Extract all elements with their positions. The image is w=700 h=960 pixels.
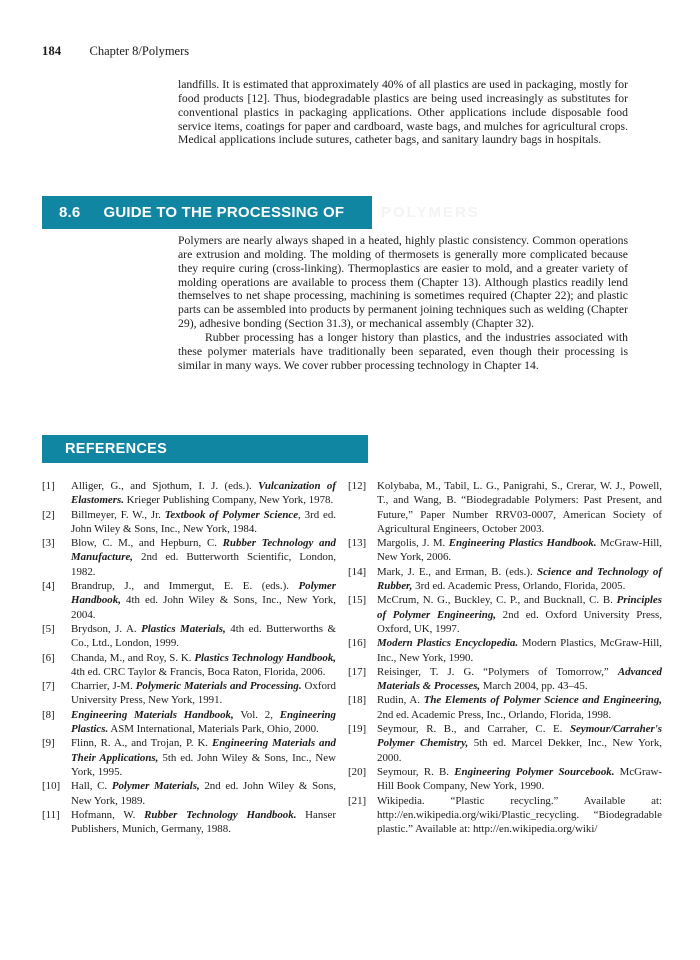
reference-number: [17] [348, 665, 367, 678]
reference-item [348, 593, 662, 636]
reference-number: [16] [348, 637, 367, 650]
section-number: 8.6 [59, 204, 81, 221]
reference-item [348, 693, 662, 722]
chapter-title: Chapter 8/Polymers [89, 44, 190, 58]
reference-text: Seymour, R. B. Engineering Polymer Sourcebook. McGraw-Hill Book Company, New York, 1990. [377, 765, 662, 793]
reference-text: Blow, C. M., and Hepburn, C. Rubber Technology and Manufacture, 2nd ed. Butterworth Scientific, London, 1982. [71, 537, 336, 578]
intro-paragraph: landfills. It is estimated that approximately 40% of all plastics are used in packaging, mostly for food products [12]. Thus, biodegradable plastics are being used increasingly as substitutes for conventional plastics in packaging applications. Other applications include disposable food service items, coatings for paper and cardboard, waste bags, and mulches for agricultural crops. Medical applications include sutures, catheter bags, and sanitary laundry bags in hospitals. [178, 78, 628, 147]
reference-number: [18] [348, 694, 367, 707]
reference-item [42, 508, 336, 537]
reference-number: [1] [42, 480, 55, 492]
reference-number: [14] [348, 565, 367, 578]
reference-number: [20] [348, 765, 367, 778]
reference-text: McCrum, N. G., Buckley, C. P., and Bucknall, C. B. Principles of Polymer Engineering, 2nd ed. Oxford University Press, Oxford, UK, 1997. [377, 594, 662, 635]
references-heading-band [42, 435, 368, 463]
reference-item [42, 808, 336, 837]
reference-text: Modern Plastics Encyclopedia. Modern Plastics, McGraw-Hill, Inc., New York, 1990. [377, 637, 662, 664]
body-paragraph: Rubber processing has a longer history than plastics, and the industries associated with these polymer materials have traditionally been separated, even though their processing is similar in many ways. We cover rubber processing technology in Chapter 14. [178, 330, 628, 372]
reference-text: Hofmann, W. Rubber Technology Handbook. Hanser Publishers, Munich, Germany, 1988. [71, 808, 336, 836]
reference-text: Margolis, J. M. Engineering Plastics Handbook. McGraw-Hill, New York, 2006. [377, 537, 662, 564]
reference-number: [21] [348, 794, 367, 807]
reference-item [42, 651, 336, 680]
reference-item [348, 765, 662, 794]
reference-item [42, 536, 336, 579]
reference-item [42, 736, 336, 779]
reference-text: Kolybaba, M., Tabil, L. G., Panigrahi, S., Crerar, W. J., Powell, T., and Wang, B. “Biodegradable Polymers: Past Present, and Future,” Paper Number RRV03-0007, American Society of Agricultural Engineers, October 2003. [377, 480, 662, 535]
reference-number: [19] [348, 723, 367, 736]
reference-text: Charrier, J-M. Polymeric Materials and Processing. Oxford University Press, New York, 1991. [71, 680, 336, 707]
reference-item [42, 622, 336, 651]
reference-number: [6] [42, 651, 55, 664]
reference-text: Chanda, M., and Roy, S. K. Plastics Technology Handbook, 4th ed. CRC Taylor & Francis, Boca Raton, Florida, 2006. [71, 651, 337, 678]
reference-number: [9] [42, 737, 55, 750]
reference-item [348, 665, 662, 694]
references-column-right [348, 479, 662, 836]
reference-number: [5] [42, 622, 55, 635]
reference-text: Billmeyer, F. W., Jr. Textbook of Polymer Science, 3rd ed. John Wiley & Sons, Inc., New York, 1984. [71, 508, 337, 535]
reference-number: [12] [348, 480, 367, 492]
reference-number: [10] [42, 780, 61, 793]
section-title: GUIDE TO THE PROCESSING OF [103, 204, 345, 221]
reference-text: Brydson, J. A. Plastics Materials, 4th ed. Butterworths & Co., Ltd., London, 1999. [71, 622, 336, 650]
section-title-ghost: POLYMERS [381, 204, 480, 221]
reference-number: [3] [42, 537, 55, 550]
reference-number: [8] [42, 708, 55, 721]
reference-item [348, 536, 662, 565]
reference-item [42, 579, 336, 622]
reference-text: Mark, J. E., and Erman, B. (eds.). Science and Technology of Rubber, 3rd ed. Academic Press, Orlando, Florida, 2005. [377, 565, 663, 593]
page-number: 184 [42, 44, 62, 58]
reference-text: Hall, C. Polymer Materials, 2nd ed. John Wiley & Sons, New York, 1989. [71, 780, 336, 807]
section-heading-row [42, 196, 480, 229]
running-header [42, 44, 189, 59]
reference-number: [13] [348, 537, 367, 550]
body-paragraph: Polymers are nearly always shaped in a heated, highly plastic consistency. Common operations are extrusion and molding. The molding of thermosets is generally more complicated because they require curing (cross-linking). Thermoplastics are easier to mold, and a greater variety of molding operations are available to process them (Chapter 13). Although plastics readily lend themselves to net shape processing, machining is sometimes required (Chapter 22); and plastic parts can be assembled into products by permanent joining techniques such as welding (Chapter 29), adhesive bonding (Section 31.3), or mechanical assembly (Chapter 32). [178, 234, 628, 331]
reference-text: Wikipedia. “Plastic recycling.” Available at: http://en.wikipedia.org/wiki/Plastic_recycling. “Biodegradable plastic.” Available at: http://en.wikipedia.org/wiki/ [377, 794, 662, 836]
reference-item [42, 679, 336, 708]
reference-item [348, 479, 662, 536]
reference-number: [4] [42, 580, 55, 593]
reference-text: Alliger, G., and Sjothum, I. J. (eds.). Vulcanization of Elastomers. Krieger Publishing Company, New York, 1978. [71, 480, 336, 507]
references-list [42, 479, 662, 836]
reference-text: Brandrup, J., and Immergut, E. E. (eds.). Polymer Handbook, 4th ed. John Wiley & Sons, Inc., New York, 2004. [71, 580, 336, 621]
reference-item [348, 636, 662, 665]
reference-number: [2] [42, 508, 55, 521]
reference-item [42, 708, 336, 737]
reference-text: Rudin, A. The Elements of Polymer Science and Engineering, 2nd ed. Academic Press, Inc., Orlando, Florida, 1998. [377, 694, 662, 721]
reference-number: [15] [348, 594, 367, 607]
reference-text: Flinn, R. A., and Trojan, P. K. Engineering Materials and Their Applications, 5th ed. John Wiley & Sons, Inc., New York, 1995. [71, 737, 336, 778]
reference-text: Engineering Materials Handbook, Vol. 2, Engineering Plastics. ASM International, Materials Park, Ohio, 2000. [71, 708, 336, 736]
reference-item [348, 722, 662, 765]
section-heading-band [42, 196, 372, 229]
reference-item [42, 779, 336, 808]
reference-text: Reisinger, T. J. G. “Polymers of Tomorrow,” Advanced Materials & Processes, March 2004, pp. 43–45. [377, 665, 662, 693]
references-column-left [42, 479, 336, 836]
reference-number: [11] [42, 808, 60, 821]
reference-text: Seymour, R. B., and Carraher, C. E. Seymour/Carraher's Polymer Chemistry, 5th ed. Marcel Dekker, Inc., New York, 2000. [377, 723, 662, 764]
section-body [178, 234, 628, 372]
reference-number: [7] [42, 680, 55, 693]
references-heading: REFERENCES [65, 441, 168, 457]
reference-item [348, 794, 662, 837]
reference-item [42, 479, 336, 508]
reference-item [348, 565, 662, 594]
